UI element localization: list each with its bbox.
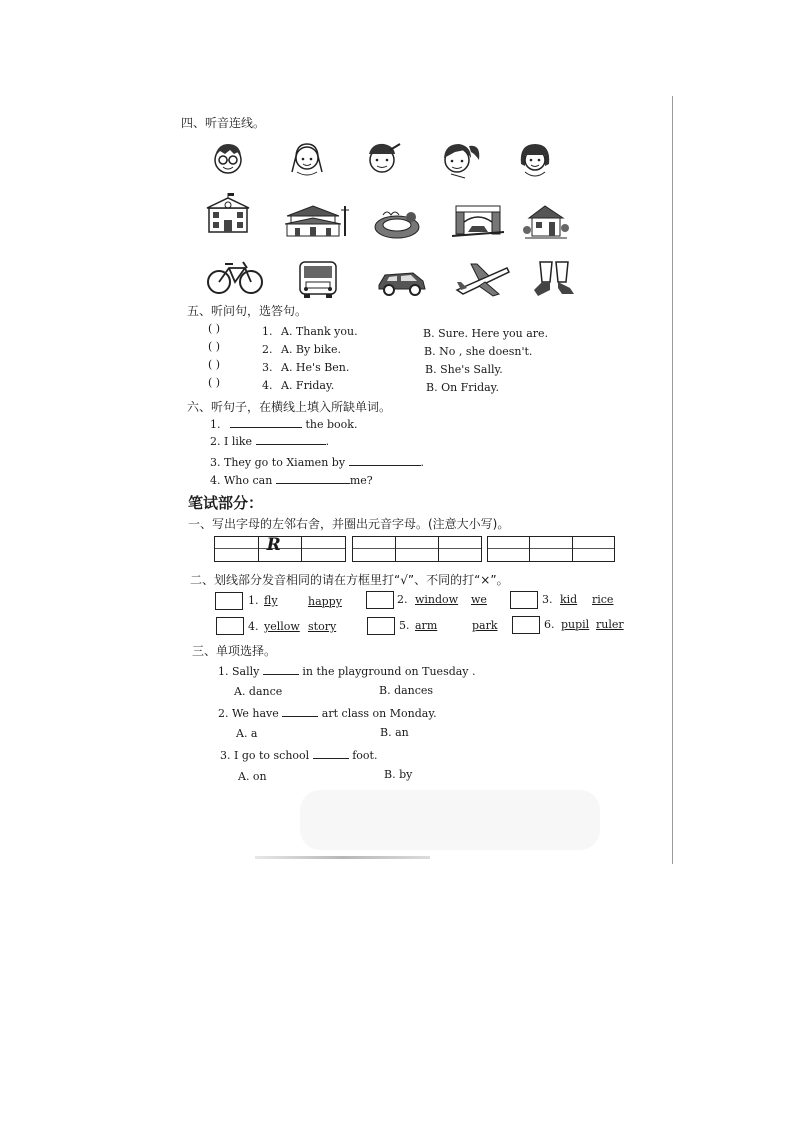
part2-item-5-num: 5. bbox=[399, 619, 410, 632]
scan-smudge bbox=[300, 790, 600, 850]
answer-blank[interactable] bbox=[276, 473, 350, 484]
part3-item-1-option-a: A. dance bbox=[234, 685, 283, 698]
part2-item-5-word-1: arm bbox=[415, 619, 438, 632]
section5-item-2-num: 2. bbox=[262, 343, 273, 356]
bicycle-icon bbox=[205, 258, 265, 296]
part2-item-1-word-2: happy bbox=[308, 595, 342, 608]
letter-cell[interactable] bbox=[439, 537, 481, 561]
section5-item-4-option-b: B. On Friday. bbox=[426, 381, 499, 394]
car-icon bbox=[375, 265, 429, 297]
scan-artifact-line bbox=[255, 856, 430, 859]
house-icon bbox=[523, 200, 569, 242]
sentence-text: I like bbox=[224, 435, 253, 448]
part2-item-2-word-2: we bbox=[471, 593, 487, 606]
part2-item-3-word-2: rice bbox=[592, 593, 614, 606]
section6-item-2 bbox=[210, 434, 329, 448]
letter-cell-given bbox=[259, 537, 303, 561]
item-number: 1. bbox=[210, 418, 221, 431]
sentence-text: We have bbox=[232, 707, 279, 720]
boy-with-cap-icon bbox=[362, 138, 402, 178]
section5-item-4-num: 4. bbox=[262, 379, 273, 392]
section5-item-4-option-a: A. Friday. bbox=[281, 379, 335, 392]
section4-title: 四、听音连线。 bbox=[181, 116, 266, 130]
tiananmen-icon bbox=[283, 202, 353, 240]
part1-title: 一、写出字母的左邻右舍，并圈出元音字母。(注意大小写)。 bbox=[188, 517, 510, 531]
school-building-icon bbox=[205, 192, 251, 236]
letter-cell[interactable] bbox=[488, 537, 530, 561]
part2-item-6-word-1: pupil bbox=[561, 618, 590, 631]
sentence-text: Sally bbox=[232, 665, 260, 678]
letter-grid-1[interactable] bbox=[214, 536, 346, 562]
section6-item-1 bbox=[210, 417, 357, 431]
part2-item-1-word-1: fly bbox=[264, 594, 278, 607]
sentence-text: Who can bbox=[224, 474, 273, 487]
part2-item-2-num: 2. bbox=[397, 593, 408, 606]
airplane-icon bbox=[453, 260, 513, 300]
part3-item-3 bbox=[220, 748, 377, 762]
letter-grid-2[interactable] bbox=[352, 536, 482, 562]
section5-item-1-option-b: B. Sure. Here you are. bbox=[423, 327, 549, 340]
answer-blank[interactable] bbox=[349, 455, 421, 466]
letter-cell[interactable] bbox=[302, 537, 345, 561]
part2-item-6-word-2: ruler bbox=[596, 618, 624, 631]
section6-item-4 bbox=[210, 473, 373, 487]
answer-box-6[interactable] bbox=[512, 616, 540, 634]
part3-item-2-option-b: B. an bbox=[380, 726, 409, 739]
margin-line bbox=[672, 96, 673, 864]
section5-item-1-option-a: A. Thank you. bbox=[281, 325, 358, 338]
letter-cell[interactable] bbox=[396, 537, 439, 561]
sentence-text: They go to Xiamen by bbox=[224, 456, 346, 469]
letter-cell[interactable] bbox=[573, 537, 614, 561]
part2-item-2-word-1: window bbox=[415, 593, 459, 606]
item-number: 4. bbox=[210, 474, 221, 487]
section5-item-1-paren[interactable]: ( ) bbox=[208, 322, 221, 335]
part2-title: 二、划线部分发音相同的请在方框里打“√”、不同的打“×”。 bbox=[190, 573, 509, 587]
answer-blank[interactable] bbox=[282, 706, 318, 717]
part3-item-3-option-a: A. on bbox=[238, 770, 267, 783]
section5-item-2-paren[interactable]: ( ) bbox=[208, 340, 221, 353]
part3-item-2-option-a: A. a bbox=[236, 727, 258, 740]
answer-blank[interactable] bbox=[256, 434, 326, 445]
item-number: 3. bbox=[220, 749, 231, 762]
part2-item-4-word-1: yellow bbox=[264, 620, 300, 633]
part3-item-1-option-b: B. dances bbox=[379, 684, 434, 697]
sentence-text: . bbox=[420, 456, 425, 469]
part3-item-3-option-b: B. by bbox=[384, 768, 413, 781]
part3-title: 三、单项选择。 bbox=[192, 644, 277, 658]
part2-item-5-word-2: park bbox=[472, 619, 498, 632]
answer-blank[interactable] bbox=[313, 748, 349, 759]
answer-box-5[interactable] bbox=[367, 617, 395, 635]
answer-box-3[interactable] bbox=[510, 591, 538, 609]
sentence-text: foot. bbox=[352, 749, 378, 762]
section5-item-4-paren[interactable]: ( ) bbox=[208, 376, 221, 389]
answer-box-2[interactable] bbox=[366, 591, 394, 609]
sentence-text: art class on Monday. bbox=[321, 707, 437, 720]
park-pond-icon bbox=[373, 205, 421, 241]
given-letter: R bbox=[266, 535, 281, 555]
letter-cell[interactable] bbox=[353, 537, 396, 561]
section5-item-3-option-a: A. He's Ben. bbox=[281, 361, 350, 374]
answer-blank[interactable] bbox=[263, 664, 299, 675]
section5-item-3-paren[interactable]: ( ) bbox=[208, 358, 221, 371]
part3-item-1 bbox=[218, 664, 476, 678]
section5-item-1-num: 1. bbox=[262, 325, 273, 338]
part2-item-6-num: 6. bbox=[544, 618, 555, 631]
boy-with-glasses-icon bbox=[208, 138, 248, 178]
great-wall-gate-icon bbox=[450, 202, 506, 242]
item-number: 2. bbox=[218, 707, 229, 720]
girl-with-braids-icon bbox=[287, 138, 327, 180]
letter-grid-3[interactable] bbox=[487, 536, 615, 562]
sentence-text: . bbox=[325, 435, 330, 448]
section5-title: 五、听问句，选答句。 bbox=[187, 304, 308, 318]
answer-box-4[interactable] bbox=[216, 617, 244, 635]
item-number: 1. bbox=[218, 665, 229, 678]
item-number: 2. bbox=[210, 435, 221, 448]
sentence-text: me? bbox=[349, 474, 373, 487]
part3-item-2 bbox=[218, 706, 437, 720]
answer-box-1[interactable] bbox=[215, 592, 243, 610]
section6-item-3 bbox=[210, 455, 424, 469]
part2-item-3-num: 3. bbox=[542, 593, 553, 606]
walking-feet-icon bbox=[530, 260, 576, 300]
section5-item-3-option-b: B. She's Sally. bbox=[425, 363, 503, 376]
part2-item-1-num: 1. bbox=[248, 594, 259, 607]
girl-ponytail-icon bbox=[435, 138, 483, 182]
sentence-text: in the playground on Tuesday . bbox=[302, 665, 476, 678]
letter-cell[interactable] bbox=[530, 537, 572, 561]
item-number: 3. bbox=[210, 456, 221, 469]
section5-item-2-option-a: A. By bike. bbox=[281, 343, 341, 356]
part2-item-4-num: 4. bbox=[248, 620, 259, 633]
written-part-title: 笔试部分： bbox=[188, 494, 264, 512]
section6-title: 六、听句子，在横线上填入所缺单词。 bbox=[187, 400, 392, 414]
section5-item-3-num: 3. bbox=[262, 361, 273, 374]
section5-item-2-option-b: B. No , she doesn't. bbox=[424, 345, 533, 358]
letter-cell[interactable] bbox=[215, 537, 259, 561]
answer-blank[interactable] bbox=[230, 417, 302, 428]
sentence-text: the book. bbox=[305, 418, 358, 431]
bus-icon bbox=[296, 258, 340, 300]
sentence-text: I go to school bbox=[234, 749, 310, 762]
part2-item-3-word-1: kid bbox=[560, 593, 578, 606]
girl-bob-icon bbox=[515, 138, 555, 182]
part2-item-4-word-2: story bbox=[308, 620, 337, 633]
